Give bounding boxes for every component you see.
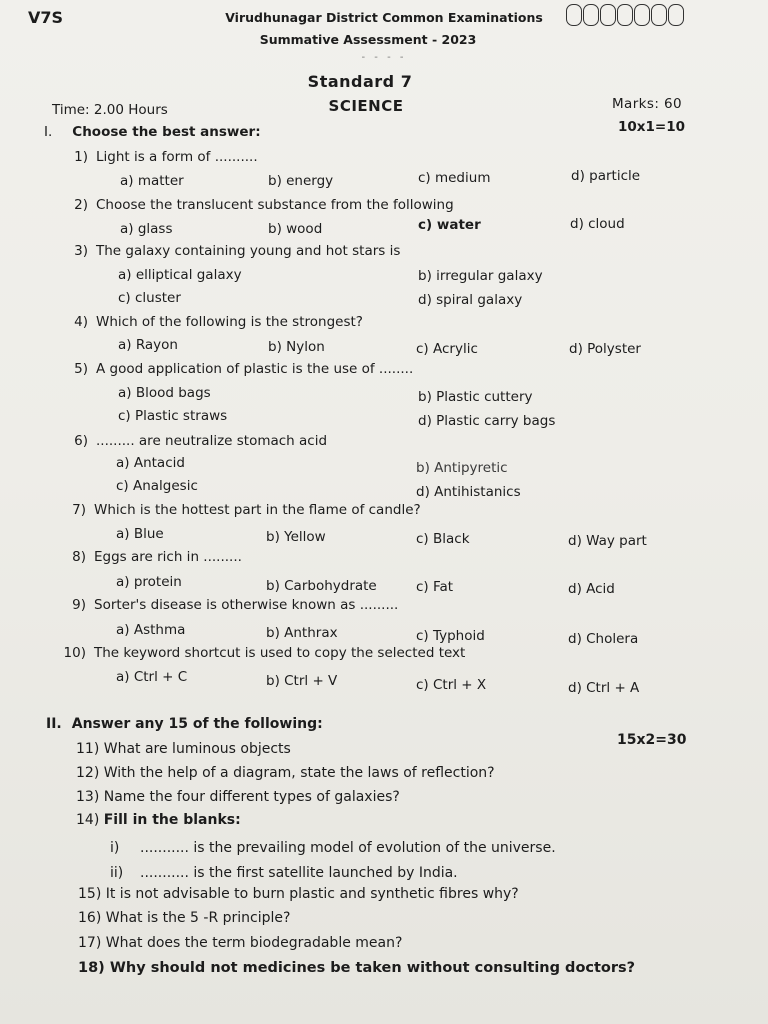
blank-label: ii) (110, 865, 124, 881)
question-text: What are luminous objects (103, 741, 291, 757)
question-number: 11) (76, 741, 100, 757)
question (76, 789, 400, 805)
option: a) Antacid (116, 455, 185, 471)
question (78, 910, 290, 926)
option: d) Way part (568, 533, 647, 549)
question-number: 1) (74, 149, 88, 165)
fill-blank-item (110, 865, 458, 881)
register-box (617, 4, 633, 26)
option: b) Anthrax (266, 625, 338, 641)
option: b) Antipyretic (416, 460, 508, 476)
option: d) Plastic carry bags (418, 413, 556, 429)
question (60, 549, 242, 565)
question-number: 13) (76, 789, 100, 805)
question (60, 645, 465, 661)
question-text: Fill in the blanks: (103, 812, 241, 828)
question-text: Name the four different types of galaxies? (103, 789, 400, 805)
question (78, 960, 635, 976)
option: c) Black (416, 531, 470, 547)
option: c) medium (418, 170, 491, 186)
option: c) water (418, 217, 481, 233)
option: a) Ctrl + C (116, 669, 188, 685)
question (62, 314, 363, 330)
question (62, 361, 413, 377)
option: d) particle (571, 168, 641, 184)
option: c) Acrylic (416, 341, 478, 357)
question-number: 7) (72, 502, 86, 518)
section-2-title: Answer any 15 of the following: (71, 716, 323, 732)
section-2-number: II. (46, 716, 62, 732)
question-text: Sorter's disease is otherwise known as ......... (94, 597, 399, 613)
exam-subtitle: Summative Assessment - 2023 (259, 32, 477, 47)
section-1-marks: 10x1=10 (618, 119, 685, 135)
option: a) Rayon (118, 337, 178, 353)
question (76, 812, 241, 828)
option: b) Yellow (266, 529, 326, 545)
exam-title: Virudhunagar District Common Examinations (225, 10, 543, 25)
option: d) spiral galaxy (418, 292, 523, 308)
question-number: 17) (78, 935, 102, 951)
option: a) glass (120, 221, 173, 237)
question-text: It is not advisable to burn plastic and synthetic fibres why? (105, 886, 519, 902)
question-number: 16) (78, 910, 102, 926)
section-2-heading (46, 716, 323, 732)
register-box (668, 4, 684, 26)
option: b) Ctrl + V (266, 673, 338, 689)
question-text: The galaxy containing young and hot stars is (96, 243, 401, 259)
blank-label: i) (110, 840, 120, 856)
option: d) cloud (570, 216, 625, 232)
question (76, 741, 291, 757)
question-text: Eggs are rich in ......... (94, 549, 242, 565)
option: d) Cholera (568, 631, 639, 647)
question (78, 886, 519, 902)
question (60, 502, 421, 518)
exam-time: Time: 2.00 Hours (52, 102, 168, 118)
question (78, 935, 402, 951)
question-text: Why should not medicines be taken without consulting doctors? (109, 960, 636, 976)
option: c) Analgesic (116, 478, 198, 494)
question (60, 597, 398, 613)
register-box (583, 4, 599, 26)
question-number: 3) (74, 243, 88, 259)
question-text: Which of the following is the strongest? (96, 314, 363, 330)
blank-text: ........... is the first satellite launched by India. (140, 865, 458, 881)
question-number: 14) (76, 812, 100, 828)
option: d) Acid (568, 581, 615, 597)
question-text: With the help of a diagram, state the laws of reflection? (103, 765, 495, 781)
option: d) Ctrl + A (568, 680, 640, 696)
section-1-title: Choose the best answer: (72, 124, 261, 140)
option: b) Carbohydrate (266, 578, 377, 594)
question-number: 2) (74, 197, 88, 213)
subject-heading: SCIENCE (328, 97, 404, 115)
question-number: 9) (72, 597, 86, 613)
question-number: 5) (74, 361, 88, 377)
option: b) wood (268, 221, 323, 237)
option: c) Typhoid (416, 628, 485, 644)
question-number: 6) (74, 433, 88, 449)
question-number: 12) (76, 765, 100, 781)
question-number: 4) (74, 314, 88, 330)
option: c) Fat (416, 579, 454, 595)
register-box (634, 4, 650, 26)
paper-code: V7S (28, 8, 64, 27)
section-1-heading (44, 124, 261, 140)
option: d) Antihistanics (416, 484, 521, 500)
total-marks: Marks: 60 (612, 96, 682, 112)
option: a) Blue (116, 526, 164, 542)
standard-heading: Standard 7 (307, 72, 413, 91)
section-2-marks: 15x2=30 (617, 732, 687, 748)
question-text: Choose the translucent substance from the following (96, 197, 454, 213)
question-text: What is the 5 -R principle? (105, 910, 291, 926)
option: b) energy (268, 173, 334, 189)
option: b) Plastic cuttery (418, 389, 533, 405)
question-text: What does the term biodegradable mean? (105, 935, 403, 951)
question-number: 10) (63, 645, 86, 661)
question (76, 765, 495, 781)
option: a) Blood bags (118, 385, 211, 401)
option: c) Plastic straws (118, 408, 228, 424)
question (62, 243, 400, 259)
option: b) Nylon (268, 339, 325, 355)
question-text: The keyword shortcut is used to copy the selected text (94, 645, 466, 661)
option: a) Asthma (116, 622, 186, 638)
question (62, 149, 258, 165)
option: b) irregular galaxy (418, 268, 543, 284)
option: c) cluster (118, 290, 181, 306)
register-box (566, 4, 582, 26)
option: c) Ctrl + X (416, 677, 487, 693)
fill-blank-item (110, 840, 556, 856)
question-text: ......... are neutralize stomach acid (96, 433, 328, 449)
option: a) elliptical galaxy (118, 267, 242, 283)
question-text: A good application of plastic is the use of ........ (96, 361, 414, 377)
option: a) matter (120, 173, 184, 189)
option: a) protein (116, 574, 182, 590)
question-number: 18) (78, 960, 105, 976)
option: d) Polyster (569, 341, 641, 357)
question-text: Light is a form of .......... (96, 149, 258, 165)
question-number: 8) (72, 549, 86, 565)
register-box (651, 4, 667, 26)
question-number: 15) (78, 886, 102, 902)
question-text: Which is the hottest part in the flame of candle? (94, 502, 421, 518)
title-dashes: - - - - (361, 52, 407, 63)
blank-text: ........... is the prevailing model of evolution of the universe. (140, 840, 556, 856)
section-1-number: I. (44, 124, 53, 140)
register-number-boxes (566, 4, 685, 26)
register-box (600, 4, 616, 26)
question (62, 433, 327, 449)
question (62, 197, 454, 213)
